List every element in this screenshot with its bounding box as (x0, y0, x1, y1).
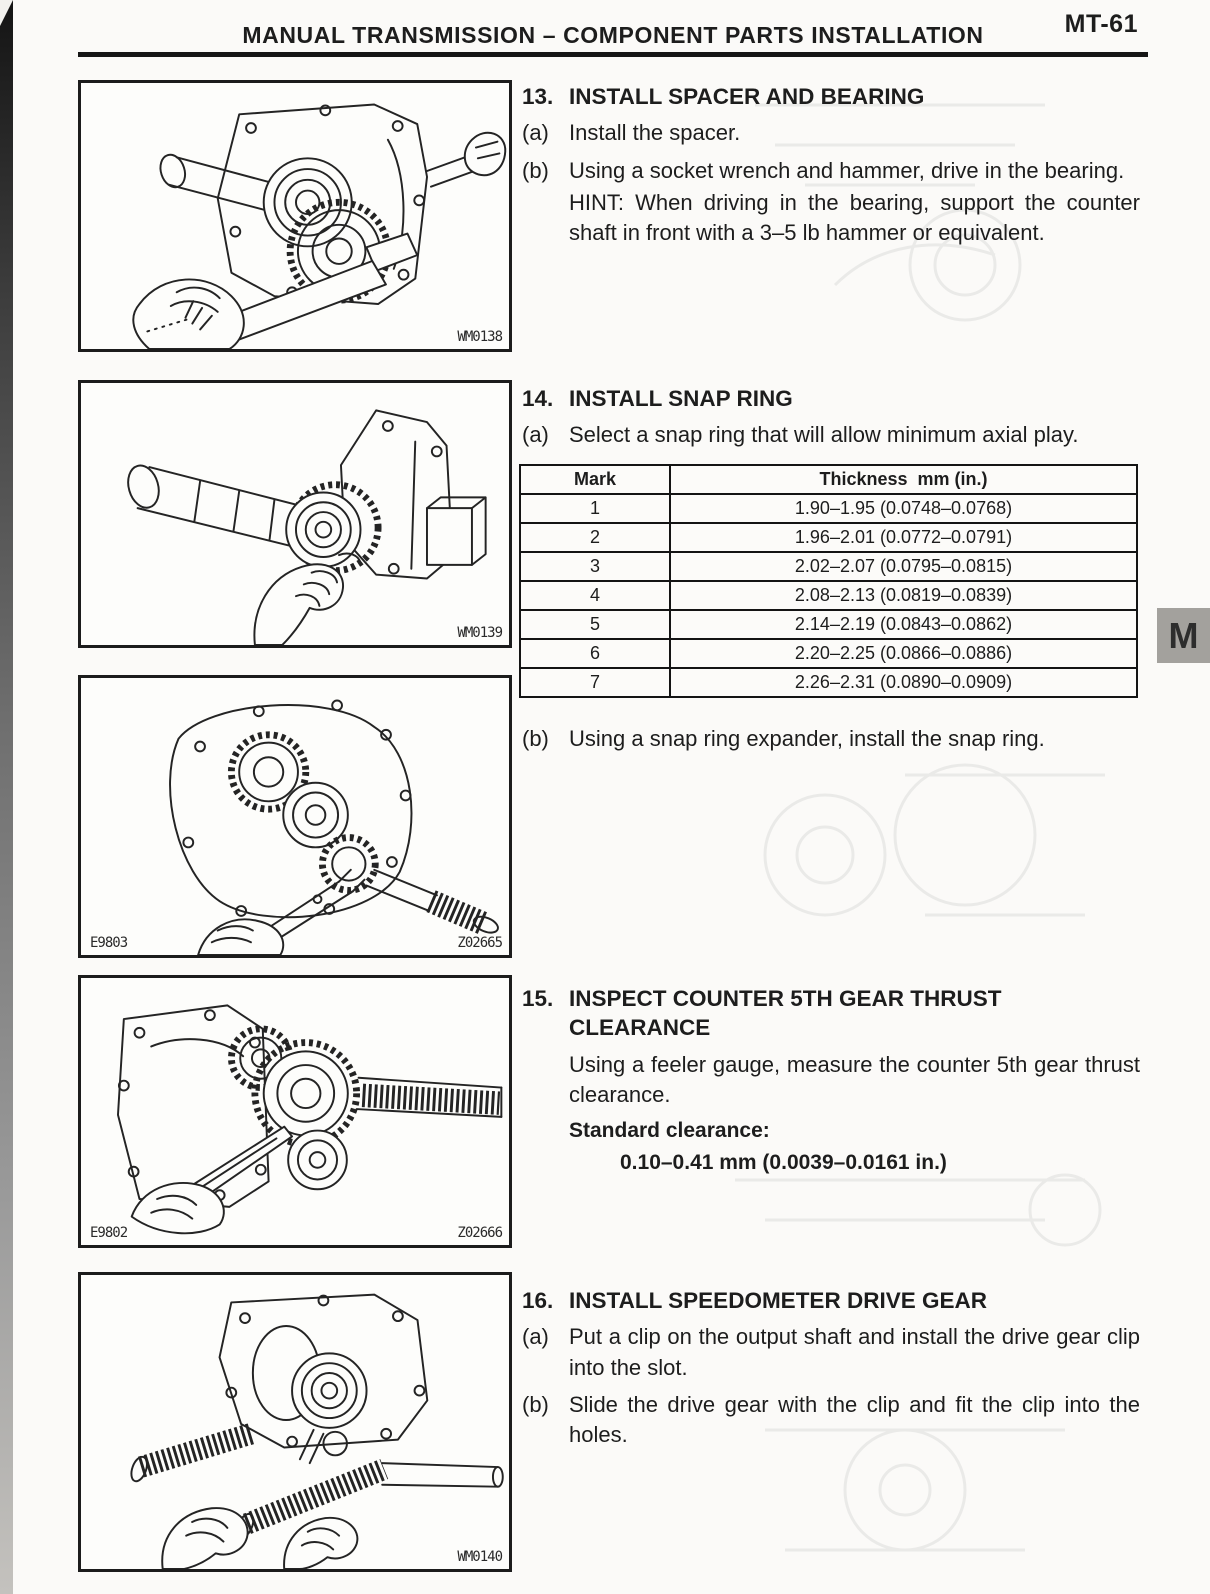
section-13-install-spacer-bearing (522, 82, 1140, 249)
section-thumb-tab: M (1157, 608, 1210, 663)
table-cell: 3 (520, 552, 670, 581)
step-label: (a) (522, 1324, 549, 1350)
table-row (520, 610, 1137, 639)
table-row (520, 581, 1137, 610)
snap-ring-expander-illustration (81, 678, 509, 955)
figure-box (78, 80, 512, 352)
snap-ring-select-illustration (81, 383, 509, 645)
step (522, 118, 1140, 148)
figure-code: WM0138 (457, 329, 502, 345)
table-cell: 2.20–2.25 (0.0866–0.0886) (670, 639, 1137, 668)
table-cell: 1 (520, 494, 670, 523)
spec-value: 0.10–0.41 mm (0.0039–0.0161 in.) (620, 1151, 947, 1175)
section-heading (522, 1286, 1140, 1315)
table-cell: 1.90–1.95 (0.0748–0.0768) (670, 494, 1137, 523)
figure-box (78, 380, 512, 648)
step-label: (a) (522, 120, 549, 146)
snap-ring-thickness-table (519, 464, 1138, 698)
step (522, 156, 1140, 186)
table-cell: 7 (520, 668, 670, 697)
table-header-cell: Mark (520, 465, 670, 494)
step (522, 724, 1140, 754)
section-number: 14. (522, 386, 554, 411)
table-cell: 4 (520, 581, 670, 610)
figure-box (78, 675, 512, 958)
section-16-install-speedometer-gear (522, 1286, 1140, 1451)
step-text: Install the spacer. (569, 120, 741, 146)
section-title: INSTALL SNAP RING (569, 386, 793, 411)
figure-code: Z02665 (457, 935, 502, 951)
figure-code: WM0140 (457, 1549, 502, 1565)
table-cell: 2 (520, 523, 670, 552)
step-text: Slide the drive gear with the clip and fit the clip into the holes. (569, 1391, 1140, 1448)
table-cell: 2.26–2.31 (0.0890–0.0909) (670, 668, 1137, 697)
table-cell: 5 (520, 610, 670, 639)
feeler-gauge-illustration (81, 978, 509, 1245)
figure-code: E9803 (90, 935, 128, 951)
section-heading (522, 384, 1140, 413)
step-label: (b) (522, 157, 549, 183)
table-cell: 6 (520, 639, 670, 668)
table-row (520, 494, 1137, 523)
section-number: 15. (522, 986, 554, 1011)
section-15-inspect-thrust-clearance (522, 984, 1140, 1175)
section-body-text: Using a feeler gauge, measure the counter 5th gear thrust clearance. (569, 1051, 1140, 1107)
table-row (520, 639, 1137, 668)
step (522, 1322, 1140, 1383)
figure-code: E9802 (90, 1225, 128, 1241)
speedometer-drive-gear-illustration (81, 1275, 509, 1569)
figure-code: Z02666 (457, 1225, 502, 1241)
figure-box (78, 975, 512, 1248)
step (522, 1390, 1140, 1451)
page-title: MANUAL TRANSMISSION – COMPONENT PARTS INSTALLATION (242, 22, 984, 48)
table-header-row (520, 465, 1137, 494)
section-title: INSPECT COUNTER 5TH GEAR THRUST CLEARANCE (569, 986, 1002, 1041)
spec-label: Standard clearance: (569, 1119, 770, 1143)
step-text: Using a snap ring expander, install the snap ring. (569, 725, 1045, 751)
bleed-through-ghost (705, 735, 1145, 950)
table-row (520, 523, 1137, 552)
transmission-bearing-drive-illustration (81, 83, 509, 349)
step-text: Using a socket wrench and hammer, drive in the bearing. (569, 157, 1125, 183)
table-cell: 2.14–2.19 (0.0843–0.0862) (670, 610, 1137, 639)
section-14-install-snap-ring (522, 384, 1140, 754)
table-header-cell: Thickness mm (in.) (670, 465, 1137, 494)
scan-spine-shadow (0, 0, 13, 1594)
step-label: (a) (522, 422, 549, 448)
section-heading (522, 82, 1140, 111)
table-row (520, 668, 1137, 697)
table-cell: 2.02–2.07 (0.0795–0.0815) (670, 552, 1137, 581)
section-number: 13. (522, 84, 554, 109)
figure-code: WM0139 (457, 625, 502, 641)
step-text: Select a snap ring that will allow minimum axial play. (569, 422, 1079, 448)
section-title: INSTALL SPACER AND BEARING (569, 84, 925, 109)
table-row (520, 552, 1137, 581)
section-number: 16. (522, 1288, 554, 1313)
step-label: (b) (522, 1391, 549, 1417)
table-cell: 1.96–2.01 (0.0772–0.0791) (670, 523, 1137, 552)
step-label: (b) (522, 725, 549, 751)
figure-box (78, 1272, 512, 1572)
section-heading (522, 984, 1140, 1043)
step (522, 420, 1140, 450)
header-rule (78, 52, 1148, 57)
hint-text: HINT: When driving in the bearing, support the counter shaft in front with a 3–5 lb hammer or equivalent. (569, 189, 1140, 246)
page-number: MT-61 (1064, 10, 1138, 38)
section-title: INSTALL SPEEDOMETER DRIVE GEAR (569, 1288, 987, 1313)
step-text: Put a clip on the output shaft and install the drive gear clip into the slot. (569, 1324, 1140, 1380)
table-cell: 2.08–2.13 (0.0819–0.0839) (670, 581, 1137, 610)
